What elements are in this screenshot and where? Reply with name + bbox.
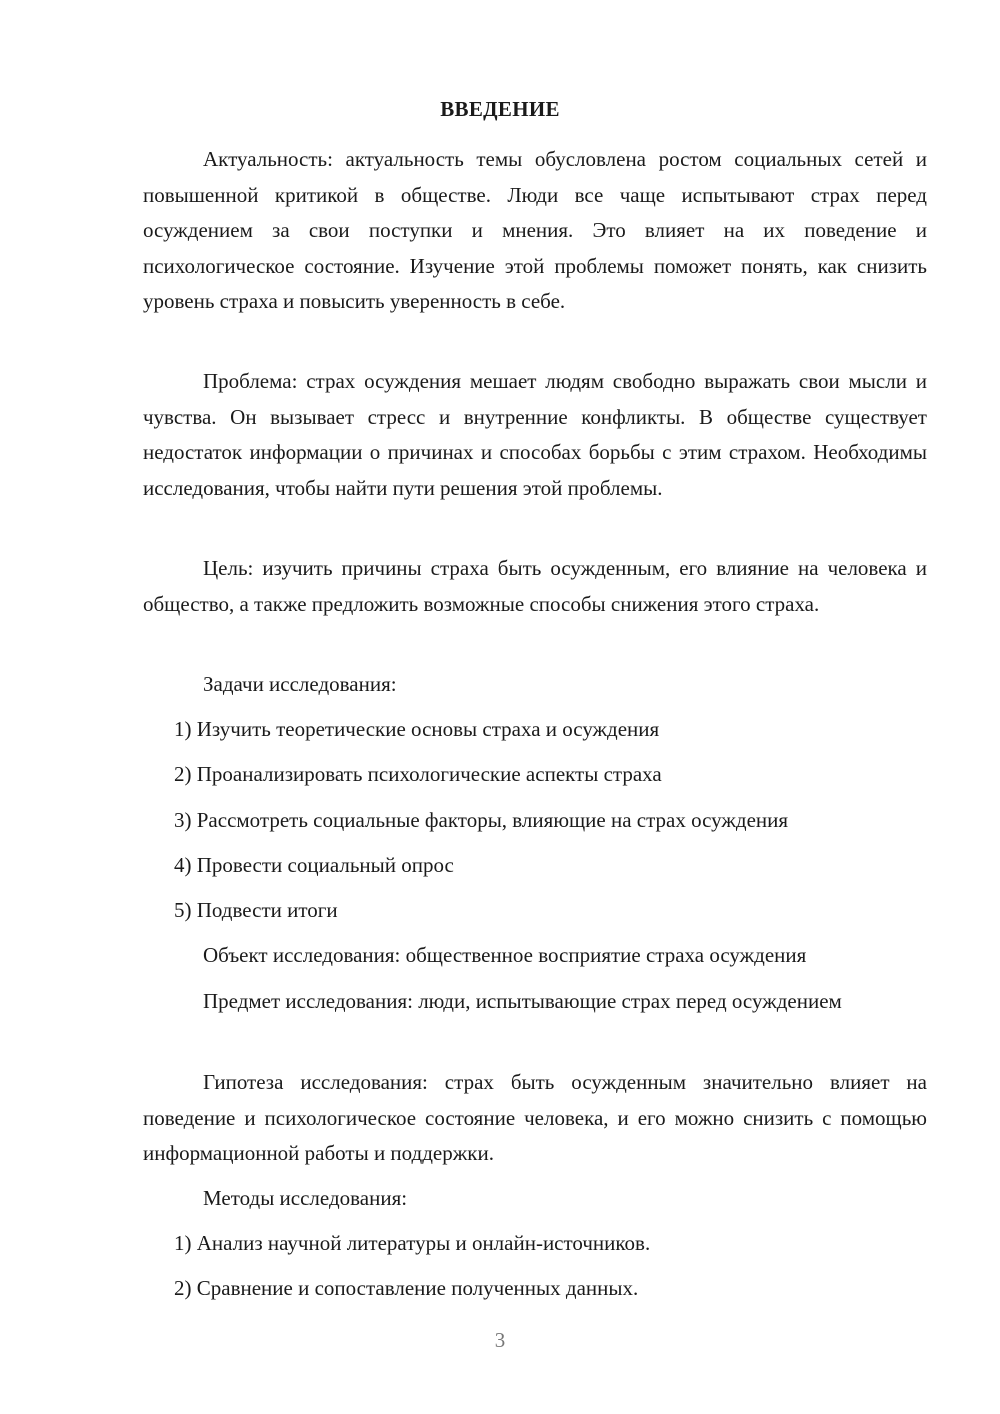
subject-paragraph: Предмет исследования: люди, испытывающие страх перед осуждением [203, 989, 842, 1013]
task-item-4: 4) Провести социальный опрос [174, 853, 454, 877]
goal-paragraph: Цель: изучить причины страха быть осужденным, его влияние на человека и общество, а также предложить возможные способы снижения этого страха. [143, 556, 927, 616]
tasks-heading: Задачи исследования: [203, 672, 397, 696]
task-item-3: 3) Рассмотреть социальные факторы, влияющие на страх осуждения [174, 808, 789, 832]
task-item-2: 2) Проанализировать психологические аспекты страха [174, 762, 662, 786]
problem-paragraph: Проблема: страх осуждения мешает людям свободно выражать свои мысли и чувства. Он вызывает стресс и внутренние конфликты. В обществе существует недостаток информации о причинах и способах борьбы с этим страхом. Необходимы исследования, чтобы найти пути решения этой проблемы. [143, 369, 927, 500]
methods-heading: Методы исследования: [203, 1186, 408, 1210]
method-item-1: 1) Анализ научной литературы и онлайн-источников. [174, 1231, 651, 1255]
method-item-2: 2) Сравнение и сопоставление полученных данных. [174, 1276, 639, 1300]
hypothesis-paragraph: Гипотеза исследования: страх быть осужденным значительно влияет на поведение и психологическое состояние человека, и его можно снизить с помощью информационной работы и поддержки. [143, 1070, 927, 1165]
relevance-paragraph: Актуальность: актуальность темы обусловлена ростом социальных сетей и повышенной критикой в обществе. Люди все чаще испытывают страх перед осуждением за свои поступки и мнения. Это влияет на их поведение и психологическое состояние. Изучение этой проблемы поможет понять, как снизить уровень страха и повысить уверенность в себе. [143, 147, 927, 313]
object-line: Объект исследования: общественное восприятие страха осуждения [203, 943, 807, 967]
task-item-1: 1) Изучить теоретические основы страха и осуждения [174, 717, 660, 741]
page-number: 3 [494, 1328, 506, 1352]
task-item-5: 5) Подвести итоги [174, 898, 338, 922]
page-title: ВВЕДЕНИЕ [440, 97, 560, 121]
